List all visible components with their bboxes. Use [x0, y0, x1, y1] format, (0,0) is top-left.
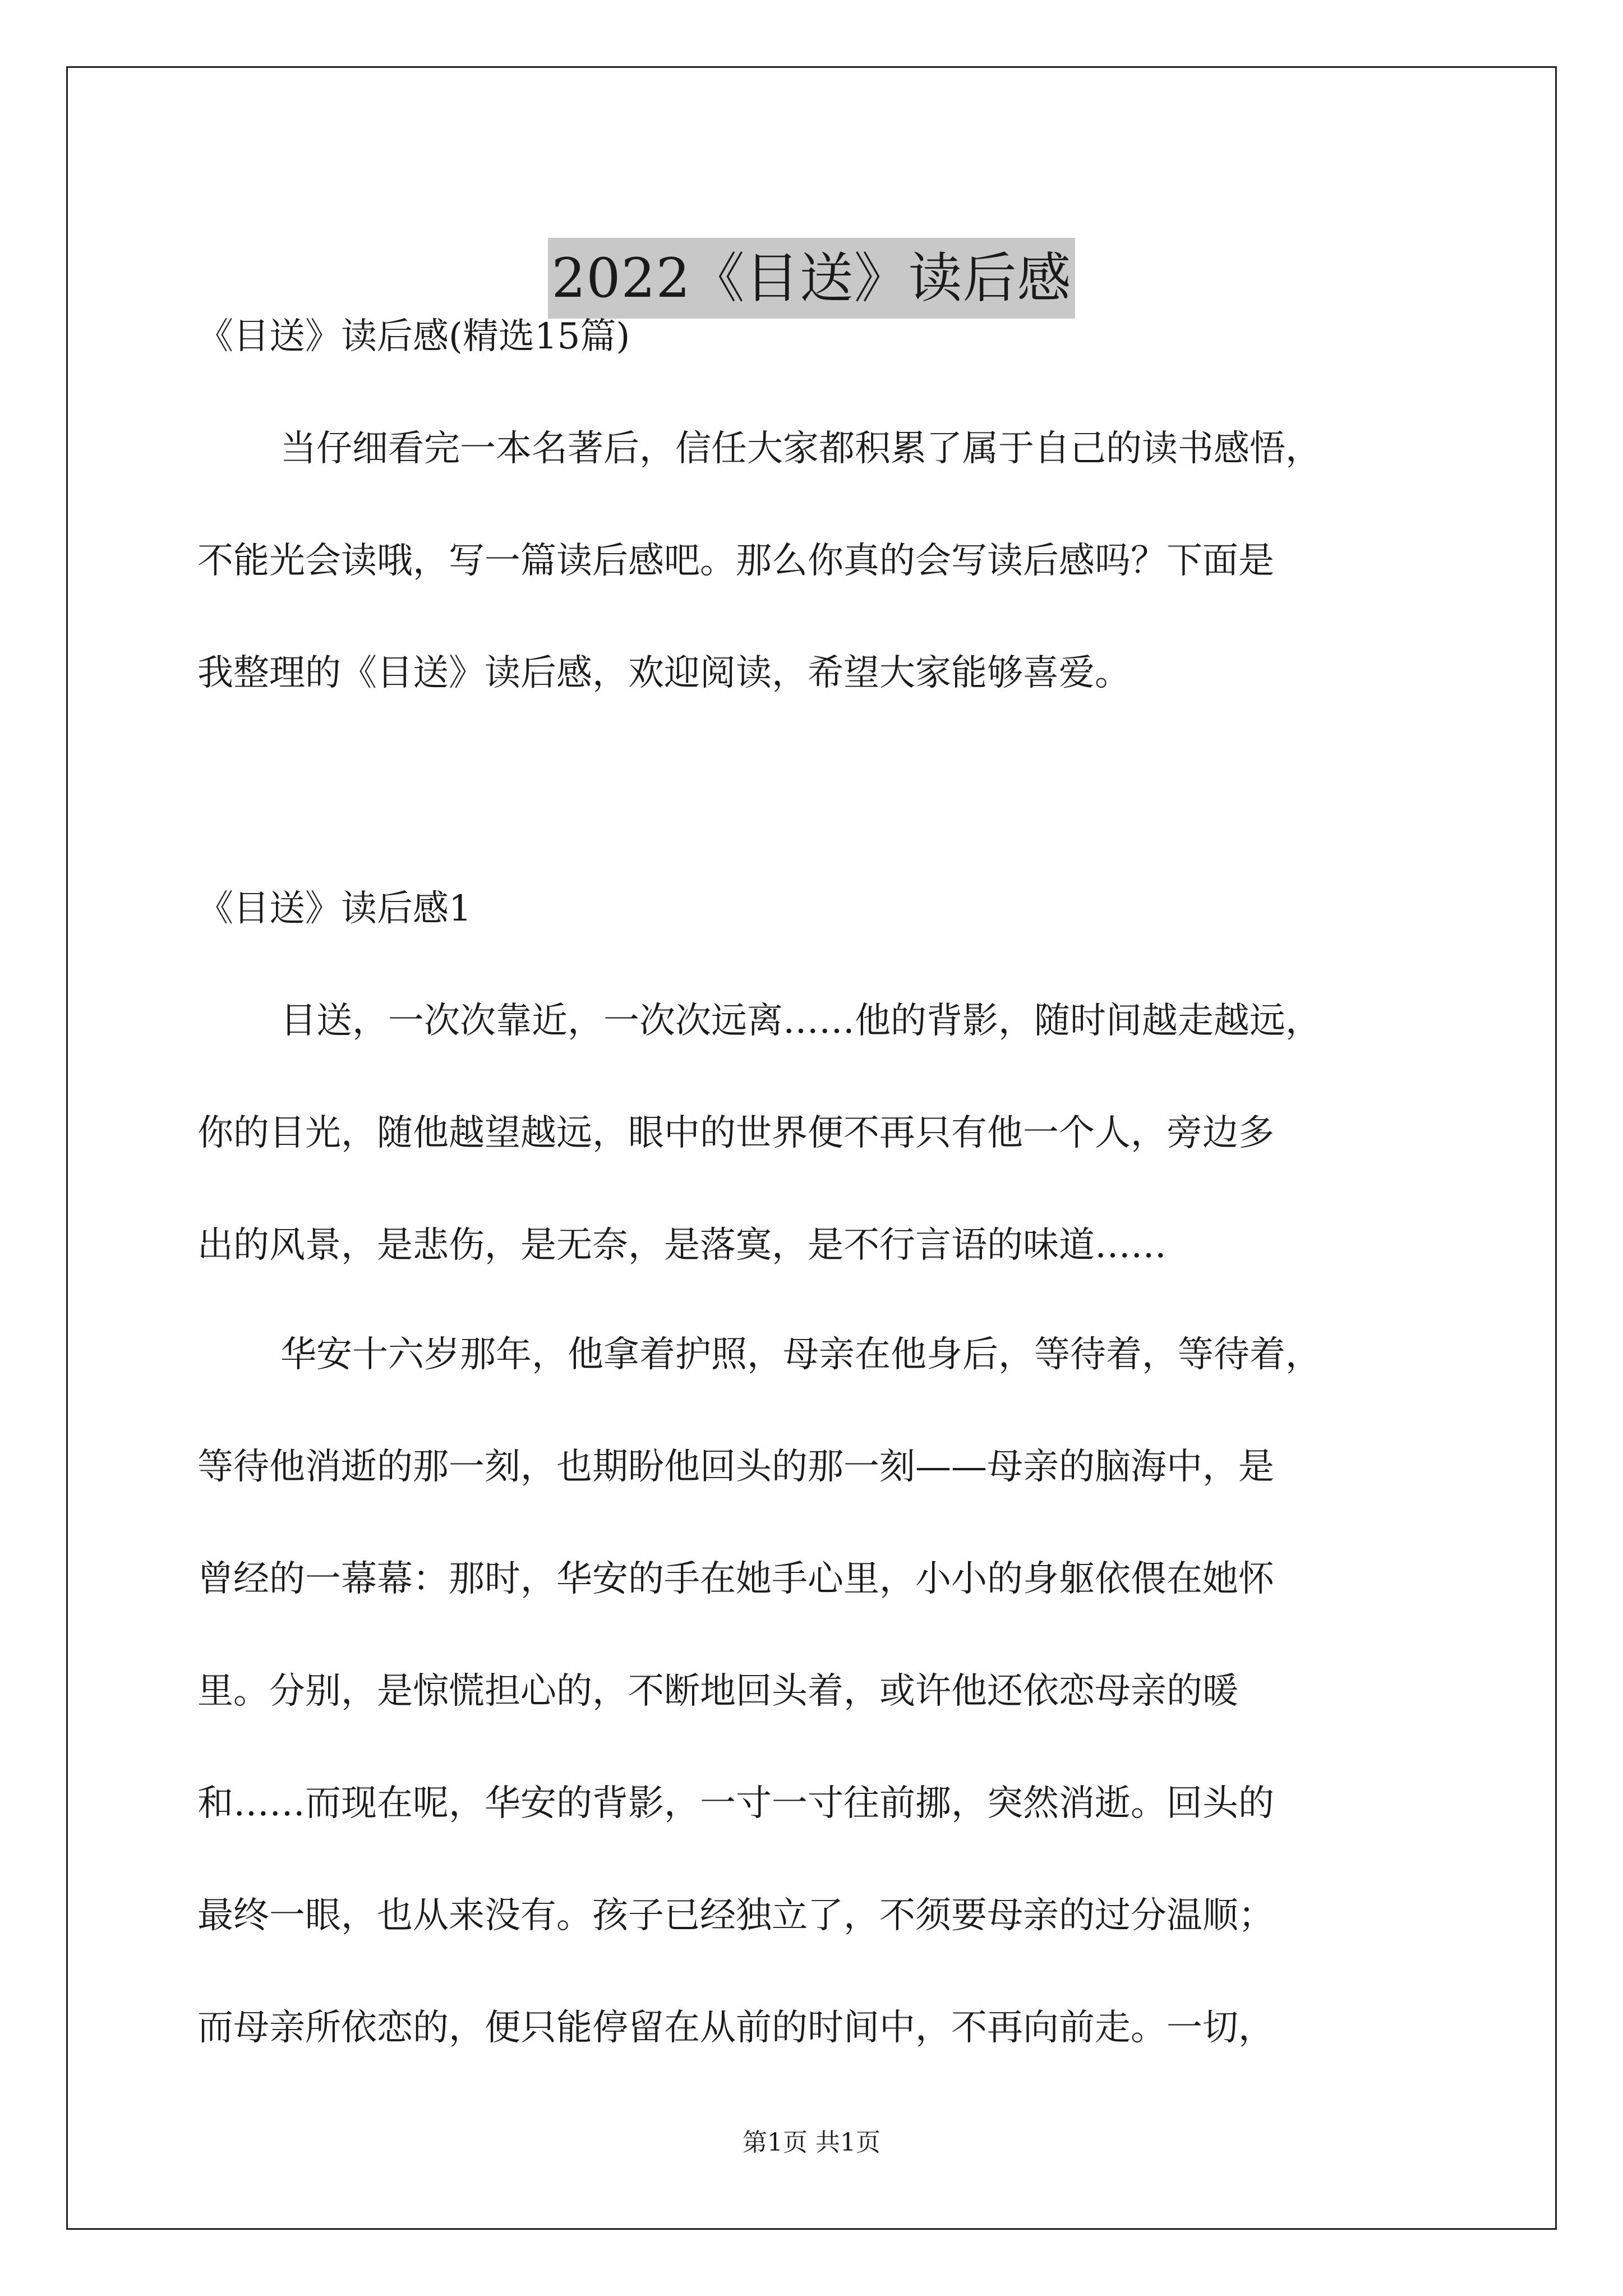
- intro-line-3: 我整理的《目送》读后感，欢迎阅读，希望大家能够喜爱。: [197, 652, 1131, 694]
- para2-line-6: 最终一眼，也从来没有。孩子已经独立了，不须要母亲的过分温顺；: [197, 1895, 1274, 1936]
- para2-line-7: 而母亲所依恋的，便只能停留在从前的时间中，不再向前走。一切，: [197, 2007, 1274, 2049]
- para1-line-3: 出的风景，是悲伤，是无奈，是落寞，是不行言语的味道……: [197, 1225, 1166, 1266]
- intro-line-1: 当仔细看完一本名著后，信任大家都积累了属于自己的读书感悟，: [280, 428, 1321, 470]
- document-subtitle: 《目送》读后感(精选15篇): [197, 316, 630, 357]
- page-footer: 第1页 共1页: [743, 2128, 880, 2157]
- para2-line-1: 华安十六岁那年，他拿着护照，母亲在他身后，等待着，等待着，: [280, 1334, 1321, 1375]
- para2-line-5: 和……而现在呢，华安的背影，一寸一寸往前挪，突然消逝。回头的: [197, 1783, 1274, 1824]
- para1-line-2: 你的目光，随他越望越远，眼中的世界便不再只有他一个人，旁边多: [197, 1112, 1274, 1154]
- para1-line-1: 目送，一次次靠近，一次次远离……他的背影，随时间越走越远，: [280, 1000, 1321, 1042]
- para2-line-3: 曾经的一幕幕：那时，华安的手在她手心里，小小的身躯依偎在她怀: [197, 1558, 1274, 1600]
- section-heading: 《目送》读后感1: [197, 888, 472, 930]
- document-title: 2022《目送》读后感: [548, 238, 1075, 319]
- intro-line-2: 不能光会读哦，写一篇读后感吧。那么你真的会写读后感吗？下面是: [197, 540, 1274, 582]
- para2-line-2: 等待他消逝的那一刻，也期盼他回头的那一刻——母亲的脑海中，是: [197, 1446, 1274, 1488]
- para2-line-4: 里。分别，是惊慌担心的，不断地回头着，或许他还依恋母亲的暖: [197, 1671, 1238, 1712]
